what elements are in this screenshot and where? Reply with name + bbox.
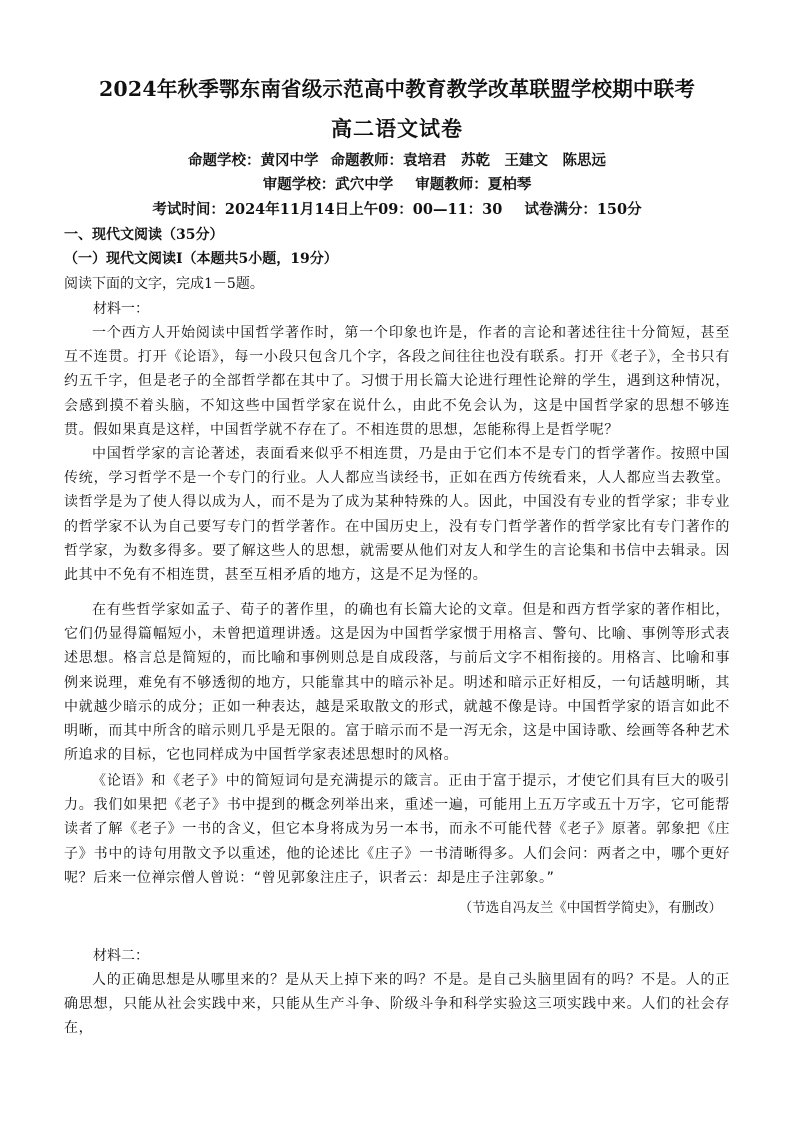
reviewer-school: 审题学校：武穴中学 (262, 176, 394, 193)
proposer-school: 命题学校：黄冈中学 (188, 152, 319, 169)
proposer-teachers: 命题教师：袁培君 苏乾 王建文 陈思远 (330, 152, 606, 169)
reviewer-teacher: 审题教师：夏柏琴 (415, 176, 532, 193)
material-two-label: 材料二： (93, 948, 149, 964)
material-one-paragraph: 在有些哲学家如孟子、荀子的著作里，的确也有长篇大论的文章。但是和西方哲学家的著作相比，它们仍显得篇幅短小，未曾把道理讲透。这是因为中国哲学家惯于用格言、警句、比喻、事例等形式表述思想。格言总是简短的，而比喻和事例则总是自成段落，与前后文字不相衔接的。用格言、比喻和事例来说理，难免有不够透彻的地方，只能靠其中的暗示补足。明述和暗示正好相反，一句话越明晰，其中就越少暗示的成分；正如一种表达，越是采取散文的形式，就越不像是诗。中国哲学家的语言如此不明晰，而其中所含的暗示则几乎是无限的。富于暗示而不是一泻无余，这是中国诗歌、绘画等各种艺术所追求的目标，它也同样成为中国哲学家表述思想时的风格。 (64, 602, 730, 764)
exam-subtitle: 高二语文试卷 (331, 116, 463, 141)
exam-info-line (0, 198, 794, 219)
material-two-paragraph: 人的正确思想是从哪里来的？是从天上掉下来的吗？不是。是自己头脑里固有的吗？不是。人的正确思想，只能从社会实践中来，只能从生产斗争、阶级斗争和科学实验这三项实践中来。人们的社会存在， (64, 972, 730, 1037)
reviewer-line (0, 173, 794, 194)
material-one-paragraph: 一个西方人开始阅读中国哲学著作时，第一个印象也许是，作者的言论和著述往往十分简短，甚至互不连贯。打开《论语》，每一小段只包含几个字，各段之间往往也没有联系。打开《老子》，全书只有约五千字，但是老子的全部哲学都在其中了。习惯于用长篇大论进行理性论辩的学生，遇到这种情况，会感到摸不着头脑，不知这些中国哲学家在说什么，由此不免会认为，这是中国哲学家的思想不够连贯。假如果真是这样，中国哲学就不存在了。不相连贯的思想，怎能称得上是哲学呢？ (64, 325, 730, 438)
material-one-label: 材料一： (93, 301, 149, 317)
reading-instruction: 阅读下面的文字，完成1－5题。 (64, 276, 264, 292)
material-one-paragraph: 《论语》和《老子》中的简短词句是充满提示的箴言。正由于富于提示，才使它们具有巨大的吸引力。我们如果把《老子》书中提到的概念列举出来，重述一遍，可能用上五万字或五十万字，它可能帮读者了解《老子》一书的含义，但它本身将成为另一本书，而永不可能代替《老子》原著。郭象把《庄子》书中的诗句用散文予以重述，他的论述比《庄子》一书清晰得多。人们会问：两者之中，哪个更好呢？后来一位禅宗僧人曾说：“曾见郭象注庄子，识者云：却是庄子注郭象。” (64, 773, 730, 886)
subsection-heading: （一）现代文阅读Ⅰ（本题共5小题，19分） (64, 251, 338, 267)
material-one-paragraph: 中国哲学家的言论著述，表面看来似乎不相连贯，乃是由于它们本不是专门的哲学著作。按照中国传统，学习哲学不是一个专门的行业。人人都应当读经书，正如在西方传统看来，人人都应当去教堂。读哲学是为了使人得以成为人，而不是为了成为某种特殊的人。因此，中国没有专业的哲学家；非专业的哲学家不认为自己要写专门的哲学著作。在中国历史上，没有专门哲学著作的哲学家比有专门著作的哲学家，为数多得多。要了解这些人的思想，就需要从他们对友人和学生的言论集和书信中去辑录。因此其中不免有不相连贯，甚至互相矛盾的地方，这是不足为怪的。 (64, 446, 730, 584)
exam-title: 2024年秋季鄂东南省级示范高中教育教学改革联盟学校期中联考 (98, 77, 696, 101)
exam-time: 考试时间：2024年11月14日上午09：00—11：30 (152, 201, 503, 218)
material-one-source: （节选自冯友兰《中国哲学简史》，有删改） (458, 900, 722, 916)
proposer-line (0, 149, 794, 170)
section-heading: 一、现代文阅读（35分） (64, 227, 224, 243)
full-score: 试卷满分：150分 (524, 201, 642, 218)
